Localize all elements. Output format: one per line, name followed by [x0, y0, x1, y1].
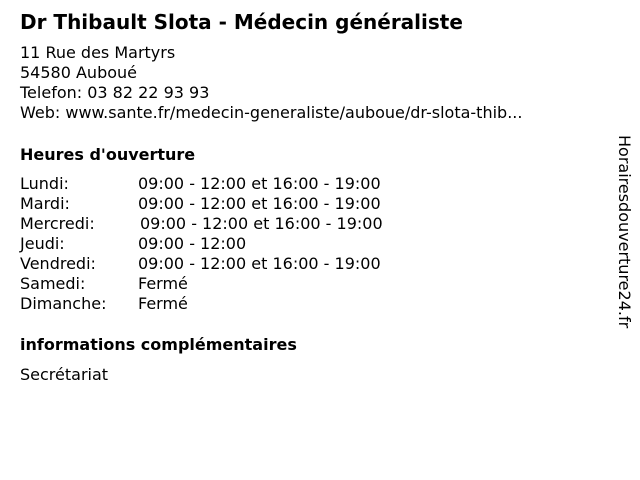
hours-row-mardi — [20, 194, 383, 214]
hours-row-lundi — [20, 174, 383, 194]
address-block — [20, 43, 522, 123]
opening-hours-heading: Heures d'ouverture — [20, 145, 196, 164]
hours-row-samedi — [20, 274, 383, 294]
time-value: 09:00 - 12:00 et 16:00 - 19:00 — [138, 254, 381, 273]
time-value: 09:00 - 12:00 et 16:00 - 19:00 — [138, 194, 381, 213]
watermark-text: Horairesdouverture24.fr — [615, 135, 634, 329]
hours-row-mercredi — [20, 214, 383, 234]
time-value: 09:00 - 12:00 et 16:00 - 19:00 — [138, 174, 381, 193]
hours-row-vendredi — [20, 254, 383, 274]
day-label: Samedi: — [20, 274, 86, 293]
time-value: 09:00 - 12:00 et 16:00 - 19:00 — [140, 214, 383, 233]
day-label: Dimanche: — [20, 294, 107, 313]
day-label: Mardi: — [20, 194, 70, 213]
hours-row-jeudi — [20, 234, 383, 254]
opening-hours-table — [20, 174, 383, 314]
time-value: 09:00 - 12:00 — [138, 234, 247, 253]
additional-info-text: Secrétariat — [20, 365, 109, 384]
page-title: Dr Thibault Slota - Médecin généraliste — [20, 10, 463, 34]
hours-row-dimanche — [20, 294, 383, 314]
day-label: Vendredi: — [20, 254, 96, 273]
time-value: Fermé — [138, 274, 188, 293]
day-label: Lundi: — [20, 174, 69, 193]
phone-number: Telefon: 03 82 22 93 93 — [20, 83, 210, 102]
street-address: 11 Rue des Martyrs — [20, 43, 176, 62]
additional-info-heading: informations complémentaires — [20, 335, 297, 354]
city-address: 54580 Auboué — [20, 63, 137, 82]
day-label: Mercredi: — [20, 214, 95, 233]
time-value: Fermé — [138, 294, 188, 313]
day-label: Jeudi: — [20, 234, 65, 253]
website-link[interactable]: Web: www.sante.fr/medecin-generaliste/auboue/dr-slota-thib... — [20, 103, 523, 122]
